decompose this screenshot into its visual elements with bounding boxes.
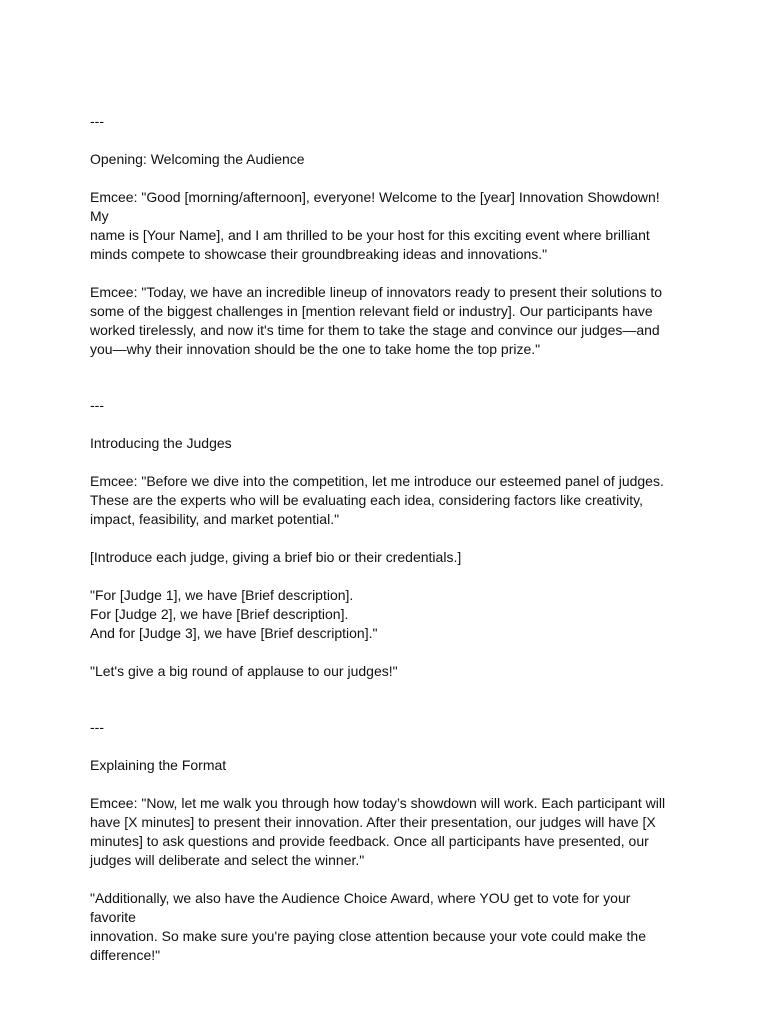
paragraph: Emcee: "Now, let me walk you through how today’s showdown will work. Each participant will have [X minutes] to present their innovation. After their presentation, our judges will have [X minutes] to ask questions and provide feedback. Once all participants have presented, our judges will deliberate and select the winner." <box>90 795 666 868</box>
section-separator: --- <box>90 397 104 413</box>
paragraph: Emcee: "Good [morning/afternoon], everyone! Welcome to the [year] Innovation Showdown! My name is [Your Name], and I am thrilled to be your host for this exciting event where brilliant minds compete to showcase their groundbreaking ideas and innovations." <box>90 189 660 262</box>
paragraph: "Let's give a big round of applause to our judges!" <box>90 663 398 679</box>
document-page <box>90 112 680 965</box>
section-separator: --- <box>90 113 104 129</box>
section-separator: --- <box>90 719 104 735</box>
section-heading: Opening: Welcoming the Audience <box>90 151 305 167</box>
section-heading: Introducing the Judges <box>90 435 232 451</box>
paragraph: Emcee: "Today, we have an incredible lineup of innovators ready to present their solutions to some of the biggest challenges in [mention relevant field or industry]. Our participants have worked tirelessly, and now it's time for them to take the stage and convince our judges—and you—why their innovation should be the one to take home the top prize." <box>90 284 663 357</box>
paragraph: "For [Judge 1], we have [Brief description]. For [Judge 2], we have [Brief description]. And for [Judge 3], we have [Brief description]." <box>90 587 378 641</box>
paragraph: Emcee: "Before we dive into the competition, let me introduce our esteemed panel of judges. These are the experts who will be evaluating each idea, considering factors like creativity, impact, feasibility, and market potential." <box>90 473 664 527</box>
paragraph: "Additionally, we also have the Audience Choice Award, where YOU get to vote for your favorite innovation. So make sure you're paying close attention because your vote could make the difference!" <box>90 890 647 963</box>
paragraph: [Introduce each judge, giving a brief bio or their credentials.] <box>90 549 462 565</box>
section-heading: Explaining the Format <box>90 757 227 773</box>
